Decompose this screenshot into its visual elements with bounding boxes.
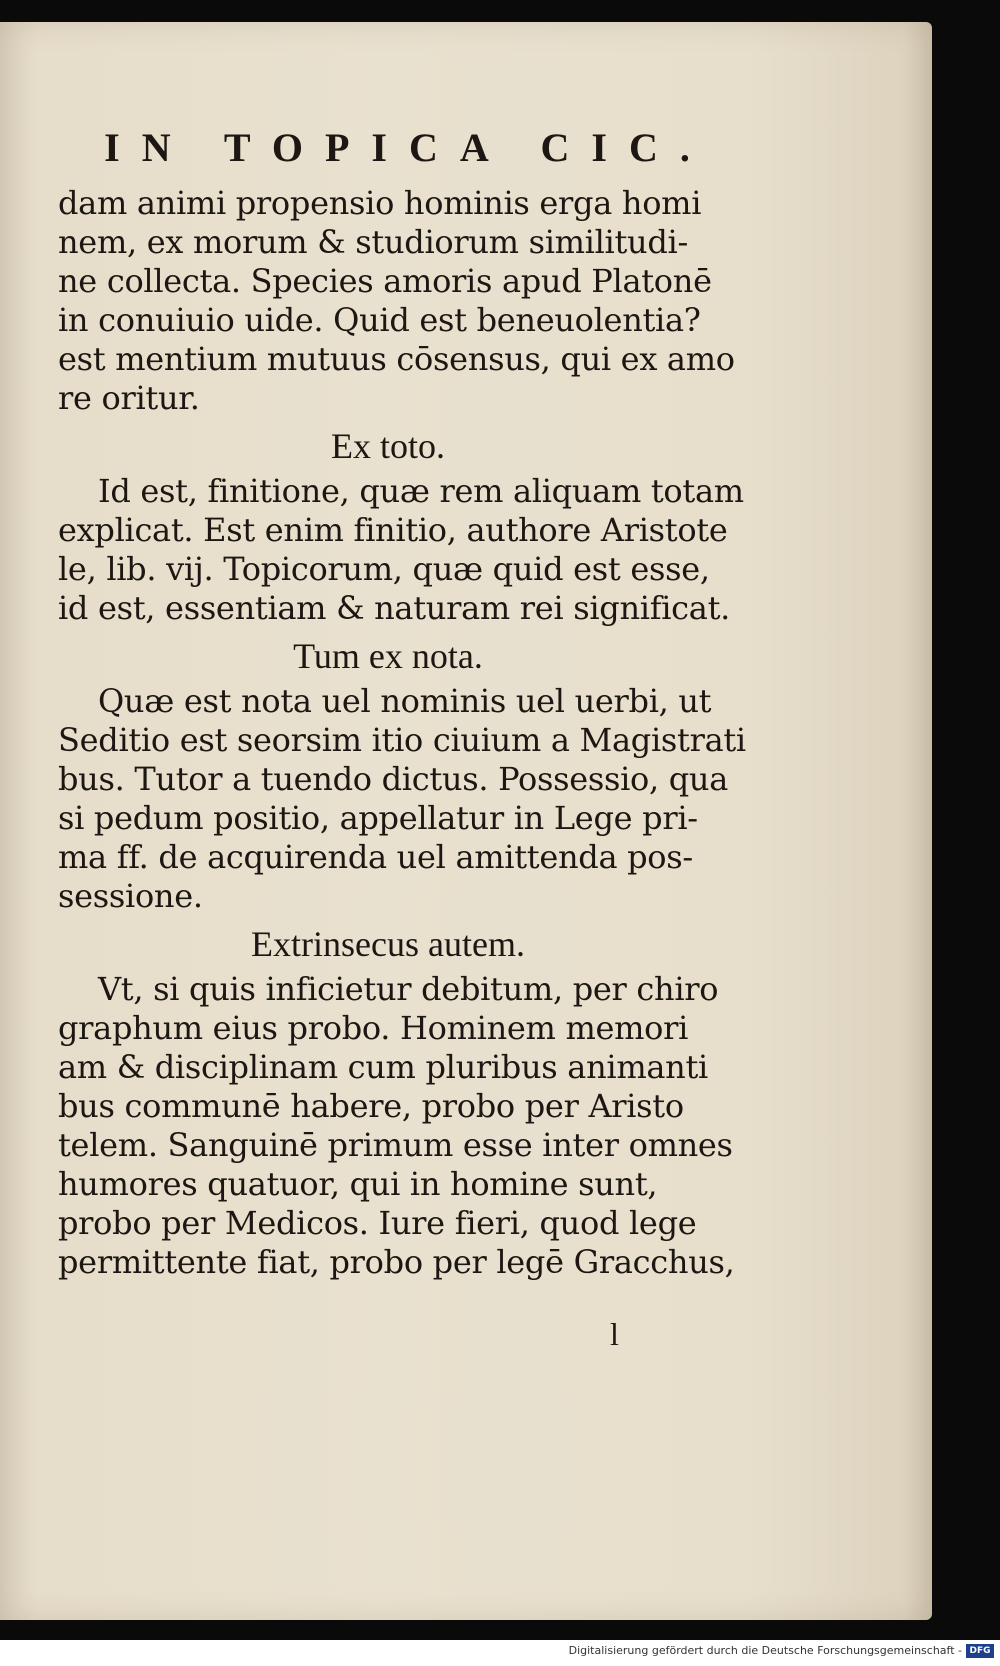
text-line: re oritur.	[58, 379, 200, 417]
text-line: permittente fiat, probo per legē Gracchus,	[58, 1243, 735, 1281]
section-heading: Tum ex nota.	[293, 636, 483, 676]
text-line: ne collecta. Species amoris apud Platonē	[58, 262, 712, 300]
text-line: dam animi propensio hominis erga homi	[58, 184, 702, 222]
text-line: si pedum positio, appellatur in Lege pri-	[58, 799, 698, 837]
text-line: Seditio est seorsim itio ciuium a Magistrati	[58, 721, 746, 759]
text-block	[58, 118, 746, 1282]
text-line: Id est, finitione, quæ rem aliquam totam	[98, 472, 744, 510]
text-line: telem. Sanguinē primum esse inter omnes	[58, 1126, 733, 1164]
footer-bar	[0, 1640, 1000, 1666]
dfg-logo-icon: DFG	[966, 1644, 994, 1658]
text-line: ma ff. de acquirenda uel amittenda pos-	[58, 838, 693, 876]
footer-credit: Digitalisierung gefördert durch die Deutsche Forschungsgemeinschaft -	[568, 1644, 962, 1657]
text-line: probo per Medicos. Iure fieri, quod lege	[58, 1204, 697, 1242]
paragraph-3	[58, 682, 746, 916]
text-line: am & disciplinam cum pluribus animanti	[58, 1048, 708, 1086]
paragraph-1	[58, 184, 735, 418]
text-line: Vt, si quis inficietur debitum, per chiro	[98, 970, 719, 1008]
paragraph-4	[58, 970, 735, 1282]
text-line: graphum eius probo. Hominem memori	[58, 1009, 689, 1047]
book-page	[0, 22, 932, 1620]
text-line: Quæ est nota uel nominis uel uerbi, ut	[98, 682, 712, 720]
text-line: est mentium mutuus cōsensus, qui ex amo	[58, 340, 735, 378]
section-heading: Ex toto.	[331, 426, 445, 466]
catchword: l	[610, 1316, 619, 1352]
text-line: sessione.	[58, 877, 203, 915]
text-line: in conuiuio uide. Quid est beneuolentia?	[58, 301, 701, 339]
text-line: humores quatuor, qui in homine sunt,	[58, 1165, 658, 1203]
text-line: le, lib. vij. Topicorum, quæ quid est esse,	[58, 550, 710, 588]
text-line: nem, ex morum & studiorum similitudi-	[58, 223, 688, 261]
text-line: explicat. Est enim finitio, authore Aristote	[58, 511, 728, 549]
text-line: bus. Tutor a tuendo dictus. Possessio, qua	[58, 760, 729, 798]
text-line: id est, essentiam & naturam rei significat.	[58, 589, 731, 627]
text-line: bus communē habere, probo per Aristo	[58, 1087, 684, 1125]
section-heading: Extrinsecus autem.	[251, 924, 525, 964]
running-head: IN TOPICA CIC.	[104, 125, 712, 170]
paragraph-2	[58, 472, 744, 628]
